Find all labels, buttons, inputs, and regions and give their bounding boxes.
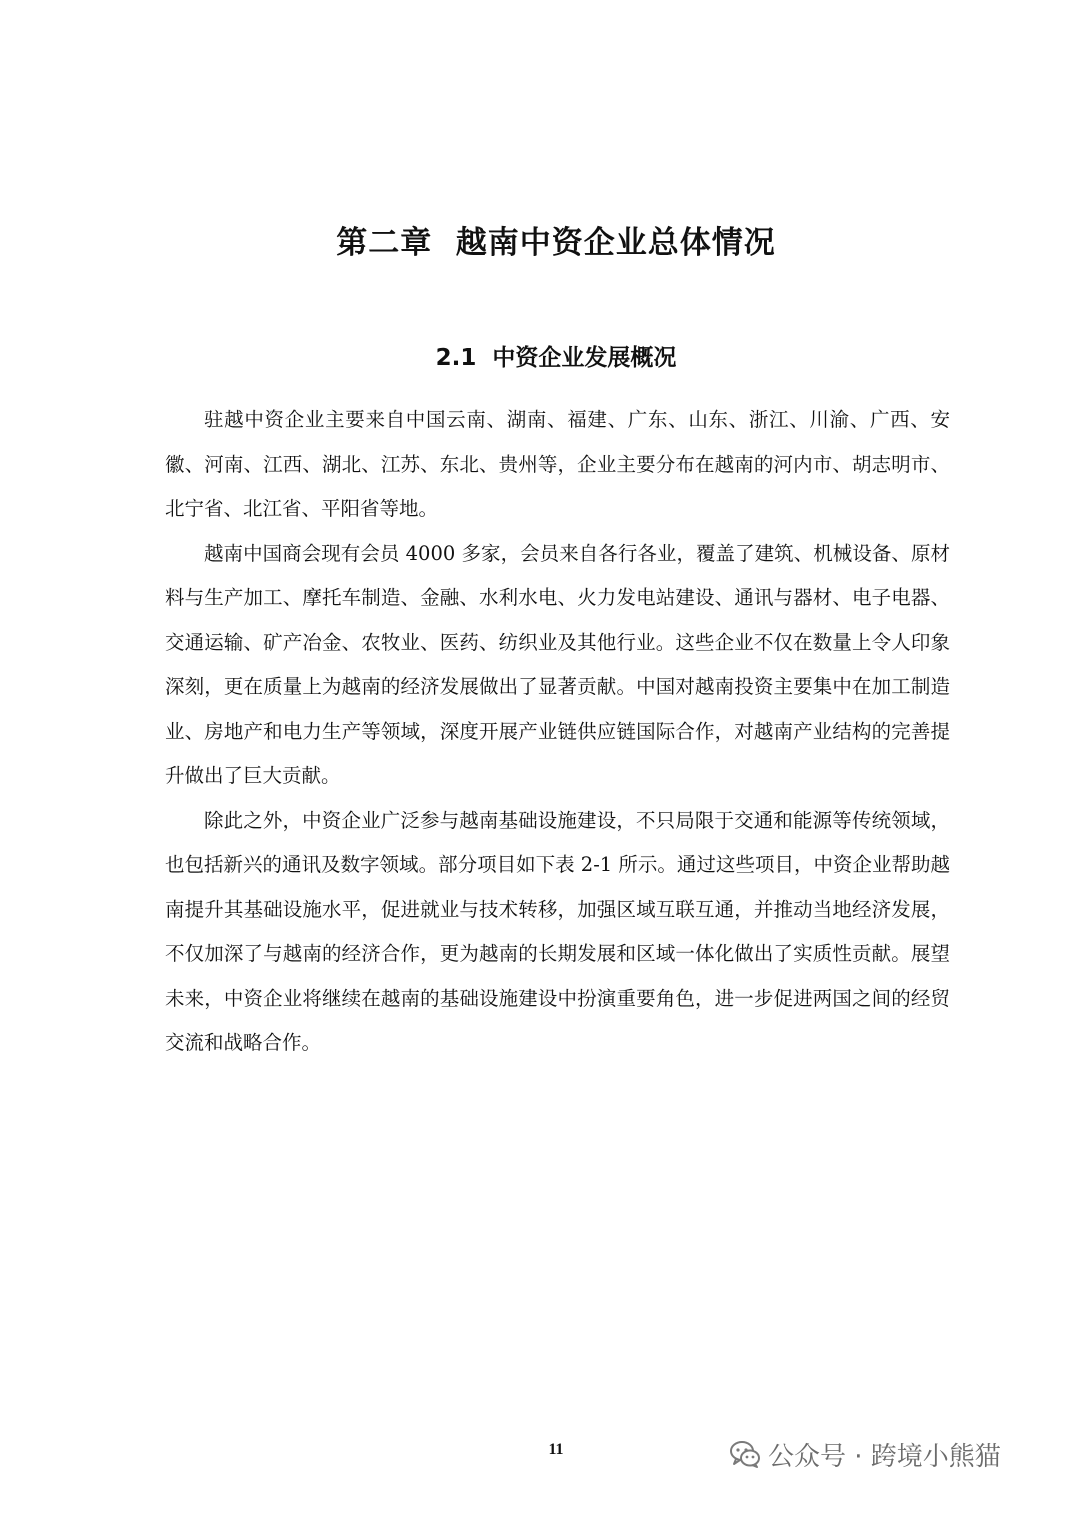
paragraph: 驻越中资企业主要来自中国云南、湖南、福建、广东、山东、浙江、川渝、广西、安徽、河南、江西、湖北、江苏、东北、贵州等，企业主要分布在越南的河内市、胡志明市、北宁省、北江省、平阳省等地。 [165, 408, 950, 520]
body-text [165, 398, 950, 1066]
paragraph: 越南中国商会现有会员 4000 多家，会员来自各行各业，覆盖了建筑、机械设备、原材料与生产加工、摩托车制造、金融、水利水电、火力发电站建设、通讯与器材、电子电器、交通运输、矿产冶金、农牧业、医药、纺织业及其他行业。这些企业不仅在数量上令人印象深刻，更在质量上为越南的经济发展做出了显著贡献。中国对越南投资主要集中在加工制造业、房地产和电力生产等领域，深度开展产业链供应链国际合作，对越南产业结构的完善提升做出了巨大贡献。 [165, 541, 950, 787]
watermark [730, 1431, 1001, 1477]
wechat-icon [730, 1440, 760, 1468]
watermark-text: 公众号 · 跨境小熊猫 [768, 1441, 1001, 1472]
section-title: 2.1 中资企业发展概况 [435, 345, 677, 372]
page-number: 11 [548, 1441, 564, 1458]
paragraph: 除此之外，中资企业广泛参与越南基础设施建设，不只局限于交通和能源等传统领域，也包括新兴的通讯及数字领域。部分项目如下表 2-1 所示。通过这些项目，中资企业帮助越南提升其基础设施水平，促进就业与技术转移，加强区域互联互通，并推动当地经济发展，不仅加深了与越南的经济合作，更为越南的长期发展和区域一体化做出了实质性贡献。展望未来，中资企业将继续在越南的基础设施建设中扮演重要角色，进一步促进两国之间的经贸交流和战略合作。 [165, 808, 950, 1054]
chapter-title: 第二章 越南中资企业总体情况 [336, 224, 776, 261]
